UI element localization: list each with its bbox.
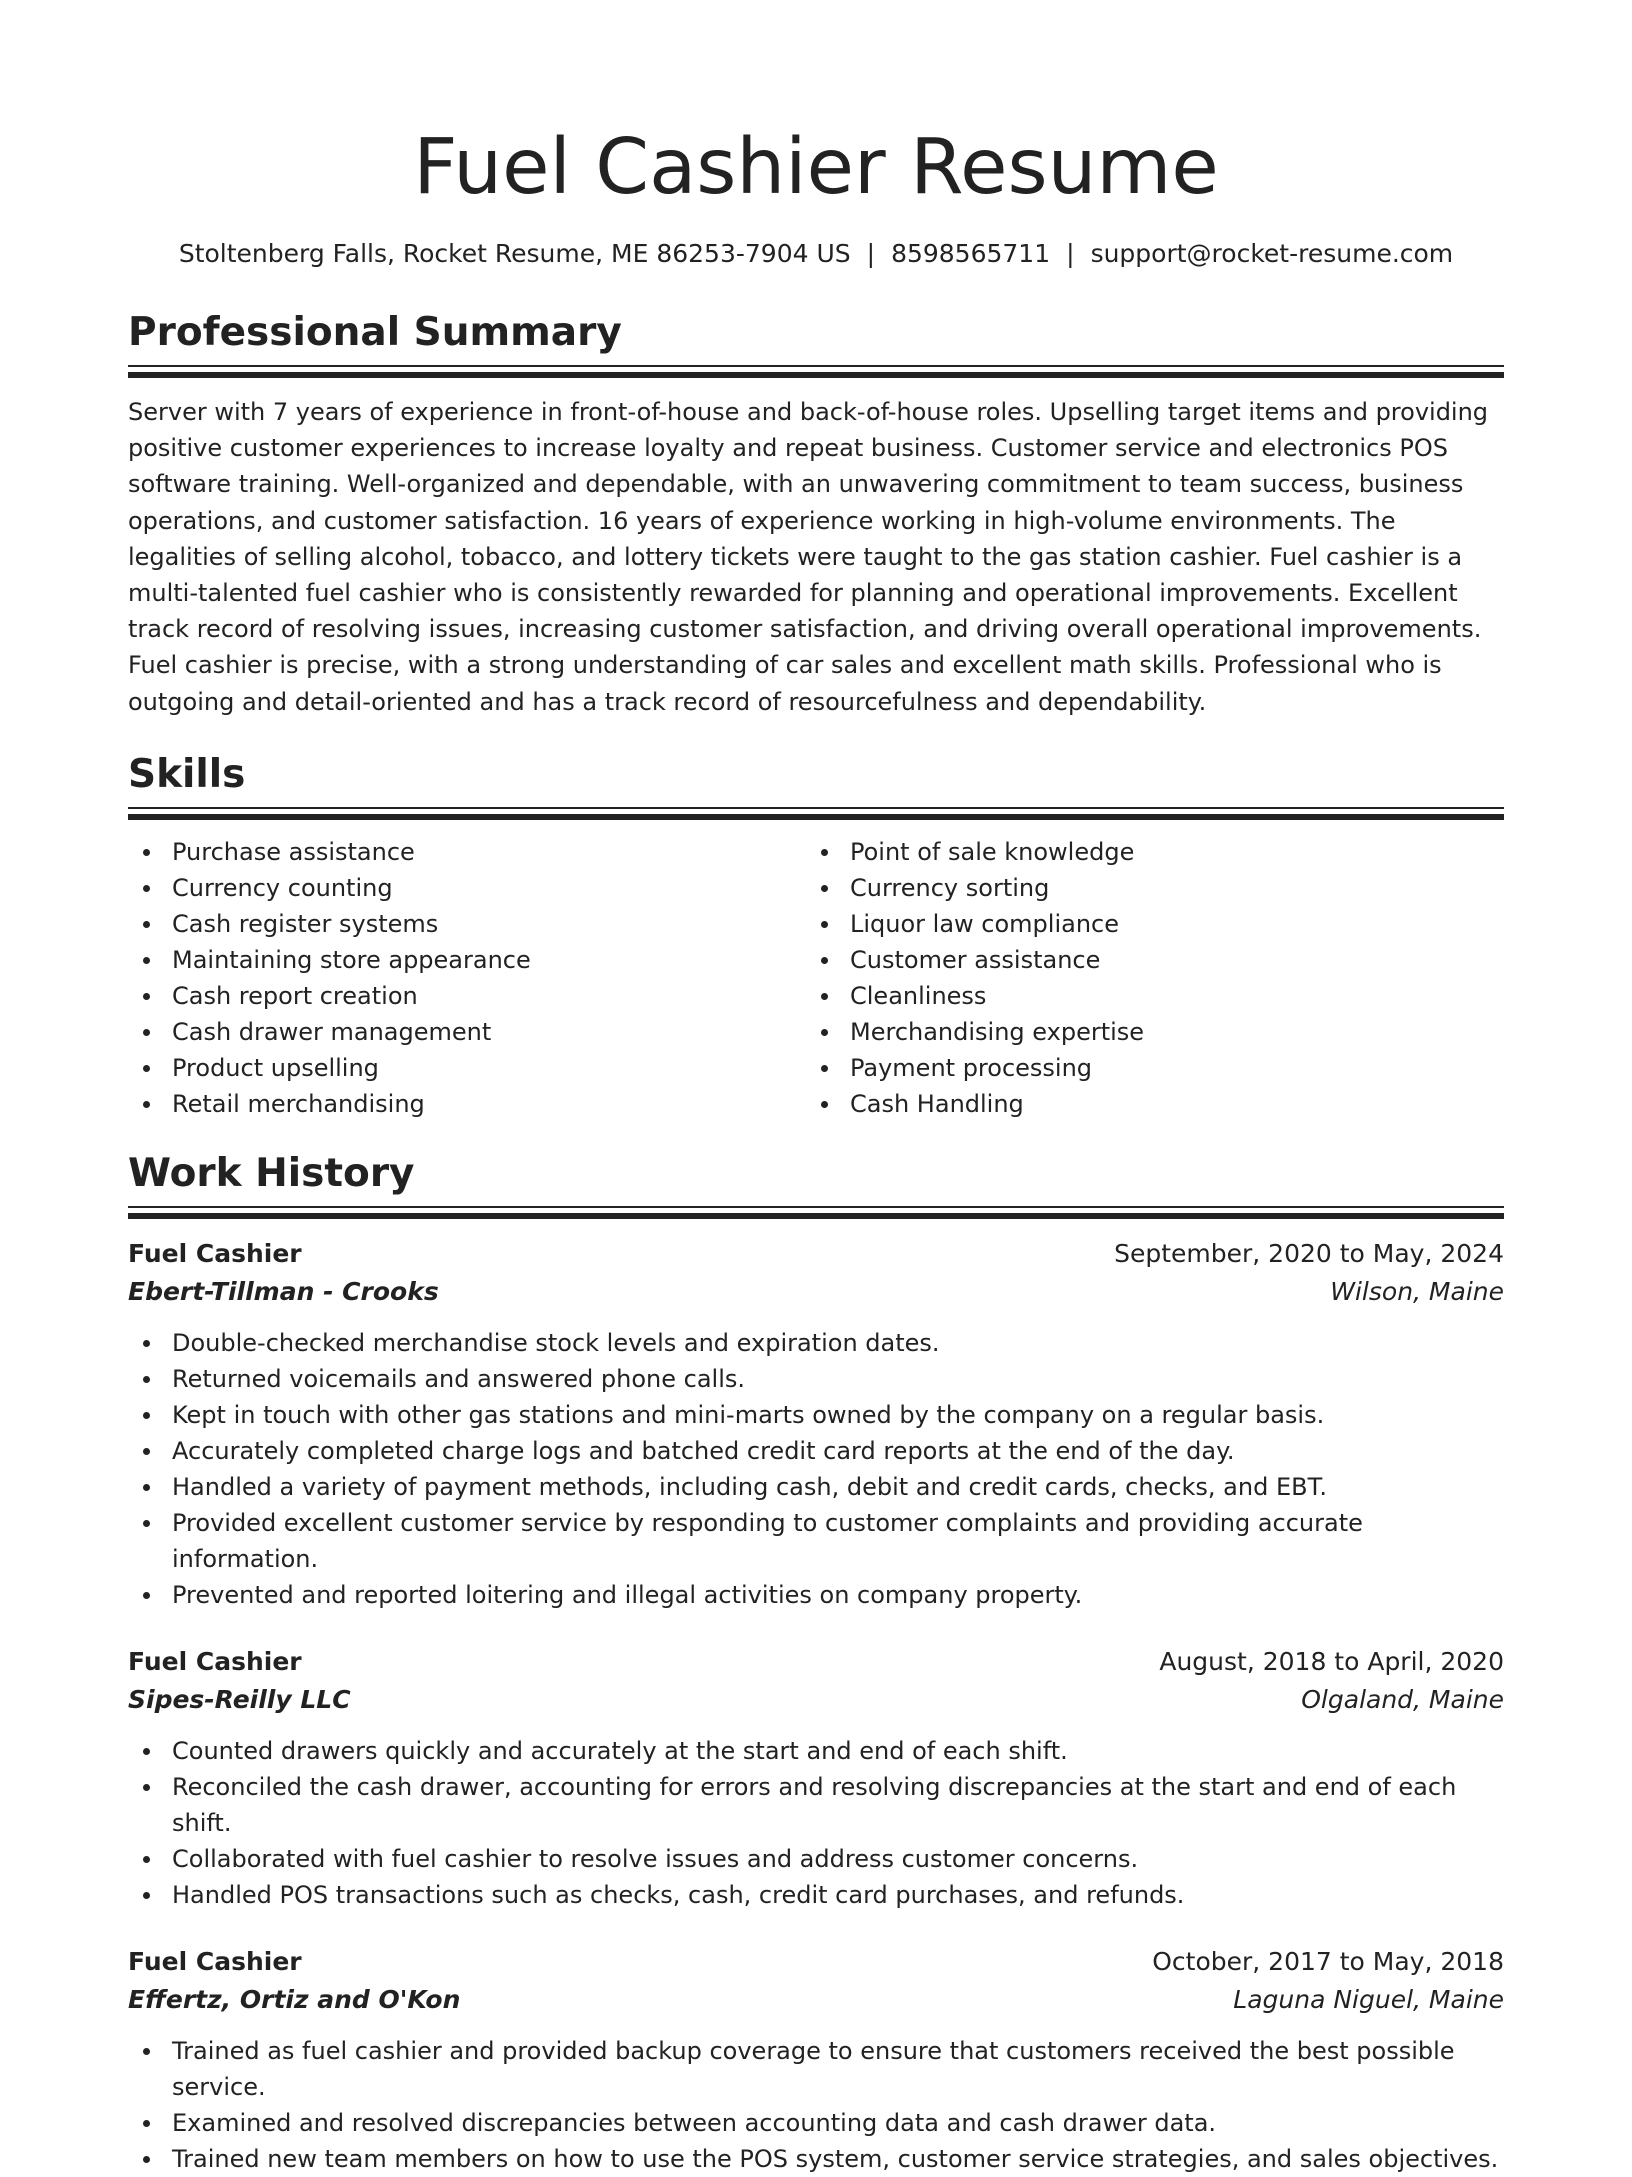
skill-item: Cleanliness: [806, 978, 1484, 1014]
separator: |: [1066, 239, 1075, 268]
job-location: Wilson, Maine: [1330, 1276, 1504, 1306]
section-title-work-history: Work History: [128, 1150, 415, 1196]
section-title-skills: Skills: [128, 751, 246, 797]
job-company: Sipes-Reilly LLC: [128, 1684, 351, 1714]
job-subheader: [128, 1981, 1504, 2019]
job-duty: Handled a variety of payment methods, including cash, debit and credit cards, checks, and EBT.: [128, 1469, 1504, 1505]
job-duty: Handled POS transactions such as checks, cash, credit card purchases, and refunds.: [128, 1877, 1504, 1913]
separator: |: [866, 239, 876, 268]
job-header: [128, 1235, 1504, 1273]
job-dates: October, 2017 to May, 2018: [1152, 1946, 1504, 1976]
job-dates: September, 2020 to May, 2024: [1114, 1238, 1504, 1268]
job-location: Laguna Niguel, Maine: [1233, 1984, 1504, 2014]
job-duty: Trained as fuel cashier and provided backup coverage to ensure that customers received the best possible service.: [128, 2033, 1504, 2105]
job-duty: Returned voicemails and answered phone calls.: [128, 1361, 1504, 1397]
job-company: Effertz, Ortiz and O'Kon: [128, 1984, 461, 2014]
phone: 8598565711: [891, 239, 1051, 268]
job-duties: [128, 1733, 1504, 1913]
skill-item: Point of sale knowledge: [806, 834, 1484, 870]
job-title: Fuel Cashier: [128, 1238, 302, 1268]
skills-list-left: [128, 834, 806, 1122]
skill-item: Retail merchandising: [128, 1086, 806, 1122]
section-divider: [128, 1206, 1504, 1219]
job-location: Olgaland, Maine: [1301, 1684, 1504, 1714]
skill-item: Maintaining store appearance: [128, 942, 806, 978]
job-duty: Examined and resolved discrepancies between accounting data and cash drawer data.: [128, 2105, 1504, 2141]
work-history-section: [128, 1148, 1504, 2177]
summary-section: [128, 307, 1504, 720]
skill-item: Product upselling: [128, 1050, 806, 1086]
job-duty: Trained new team members on how to use the POS system, customer service strategies, and sales objectives.: [128, 2141, 1504, 2177]
job-header: [128, 1643, 1504, 1681]
job-title: Fuel Cashier: [128, 1946, 302, 1976]
job-duties: [128, 1325, 1504, 1613]
skill-item: Currency sorting: [806, 870, 1484, 906]
skill-item: Purchase assistance: [128, 834, 806, 870]
job-subheader: [128, 1273, 1504, 1311]
job-subheader: [128, 1681, 1504, 1719]
section-title-summary: Professional Summary: [128, 310, 622, 355]
job-duty: Kept in touch with other gas stations and mini-marts owned by the company on a regular basis.: [128, 1397, 1504, 1433]
job-dates: August, 2018 to April, 2020: [1159, 1646, 1504, 1676]
job-entry: [128, 1643, 1504, 1913]
skill-item: Payment processing: [806, 1050, 1484, 1086]
skill-item: Cash Handling: [806, 1086, 1484, 1122]
skill-item: Customer assistance: [806, 942, 1484, 978]
job-duty: Reconciled the cash drawer, accounting for errors and resolving discrepancies at the start and end of each shift.: [128, 1769, 1504, 1841]
skill-item: Merchandising expertise: [806, 1014, 1484, 1050]
skill-item: Cash register systems: [128, 906, 806, 942]
section-divider: [128, 807, 1504, 820]
job-duties: [128, 2033, 1504, 2177]
contact-line: [128, 236, 1504, 272]
resume-title: Fuel Cashier Resume: [413, 123, 1219, 212]
section-divider: [128, 365, 1504, 378]
skill-item: Cash drawer management: [128, 1014, 806, 1050]
job-duty: Accurately completed charge logs and batched credit card reports at the end of the day.: [128, 1433, 1504, 1469]
skill-item: Cash report creation: [128, 978, 806, 1014]
skills-list-right: [806, 834, 1484, 1122]
job-title: Fuel Cashier: [128, 1646, 302, 1676]
job-duty: Double-checked merchandise stock levels and expiration dates.: [128, 1325, 1504, 1361]
summary-text: Server with 7 years of experience in front-of-house and back-of-house roles. Upselling target items and providing positive customer experiences to increase loyalty and repeat business. Customer service and electronics POS software training. Well-organized and dependable, with an unwavering commitment to team success, business operations, and customer satisfaction. 16 years of experience working in high-volume environments. The legalities of selling alcohol, tobacco, and lottery tickets were taught to the gas station cashier. Fuel cashier is a multi-talented fuel cashier who is consistently rewarded for planning and operational improvements. Excellent track record of resolving issues, increasing customer satisfaction, and driving overall operational improvements. Fuel cashier is precise, with a strong understanding of car sales and excellent math skills. Professional who is outgoing and detail-oriented and has a track record of resourcefulness and dependability.: [128, 398, 1489, 716]
address: Stoltenberg Falls, Rocket Resume, ME 86253-7904 US: [178, 239, 851, 268]
skill-item: Liquor law compliance: [806, 906, 1484, 942]
job-duty: Counted drawers quickly and accurately at the start and end of each shift.: [128, 1733, 1504, 1769]
job-entry: [128, 1943, 1504, 2177]
job-duty: Prevented and reported loitering and illegal activities on company property.: [128, 1577, 1504, 1613]
job-header: [128, 1943, 1504, 1981]
skills-columns: [128, 834, 1504, 1122]
job-duty: Collaborated with fuel cashier to resolve issues and address customer concerns.: [128, 1841, 1504, 1877]
job-entry: [128, 1235, 1504, 1613]
email-link[interactable]: support@rocket-resume.com: [1090, 239, 1454, 268]
job-company: Ebert-Tillman - Crooks: [128, 1276, 439, 1306]
job-duty: Provided excellent customer service by responding to customer complaints and providing accurate information.: [128, 1505, 1504, 1577]
skill-item: Currency counting: [128, 870, 806, 906]
skills-section: [128, 749, 1504, 1122]
